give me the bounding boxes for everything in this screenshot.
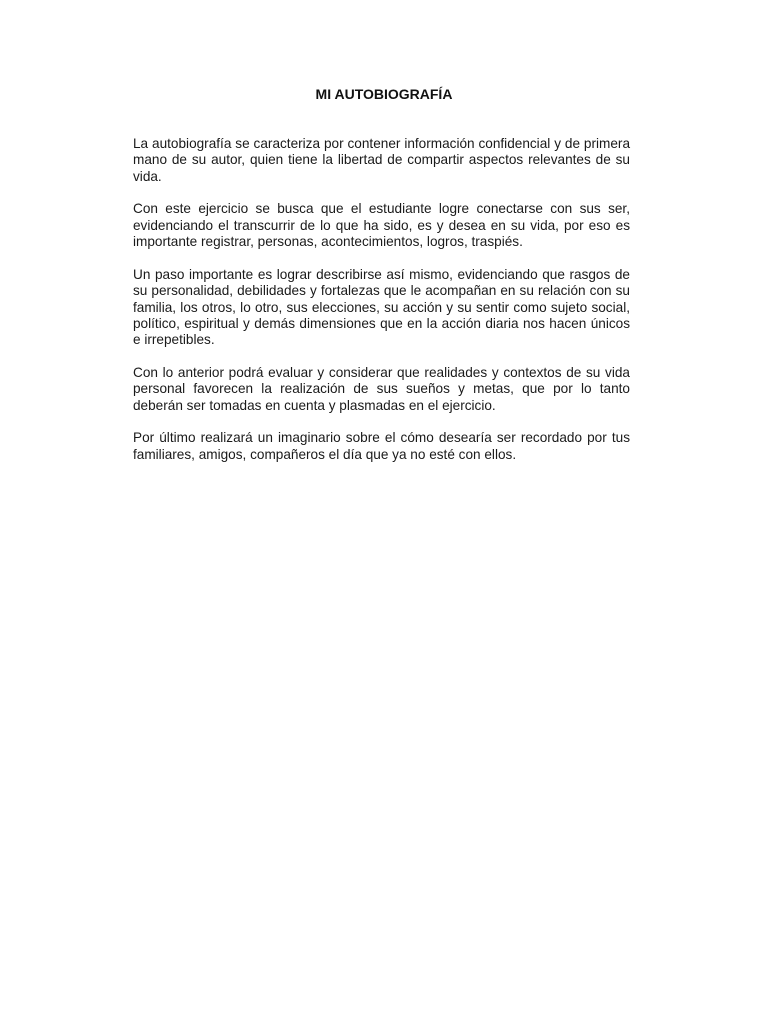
paragraph-purpose: Con este ejercicio se busca que el estudiante logre conectarse con sus ser, evidenciando el transcurrir de lo que ha sido, es y desea en su vida, por eso es importante registrar, personas, acontecimientos, logros, traspiés. bbox=[133, 201, 630, 250]
document-title: MI AUTOBIOGRAFÍA bbox=[315, 86, 453, 102]
paragraph-intro: La autobiografía se caracteriza por contener información confidencial y de primera mano de su autor, quien tiene la libertad de compartir aspectos relevantes de su vida. bbox=[133, 136, 630, 184]
document-body bbox=[133, 136, 630, 479]
paragraph-evaluation: Con lo anterior podrá evaluar y considerar que realidades y contextos de su vida personal favorecen la realización de sus sueños y metas, que por lo tanto deberán ser tomadas en cuenta y plasmadas en el ejercicio. bbox=[133, 365, 630, 413]
paragraph-closing: Por último realizará un imaginario sobre el cómo desearía ser recordado por tus familiares, amigos, compañeros el día que ya no esté con ellos. bbox=[133, 430, 630, 462]
paragraph-self-description: Un paso importante es lograr describirse así mismo, evidenciando que rasgos de su personalidad, debilidades y fortalezas que le acompañan en su relación con su familia, los otros, lo otro, sus elecciones, su acción y su sentir como sujeto social, político, espiritual y demás dimensiones que en la acción diaria nos hacen únicos e irrepetibles. bbox=[133, 266, 630, 348]
